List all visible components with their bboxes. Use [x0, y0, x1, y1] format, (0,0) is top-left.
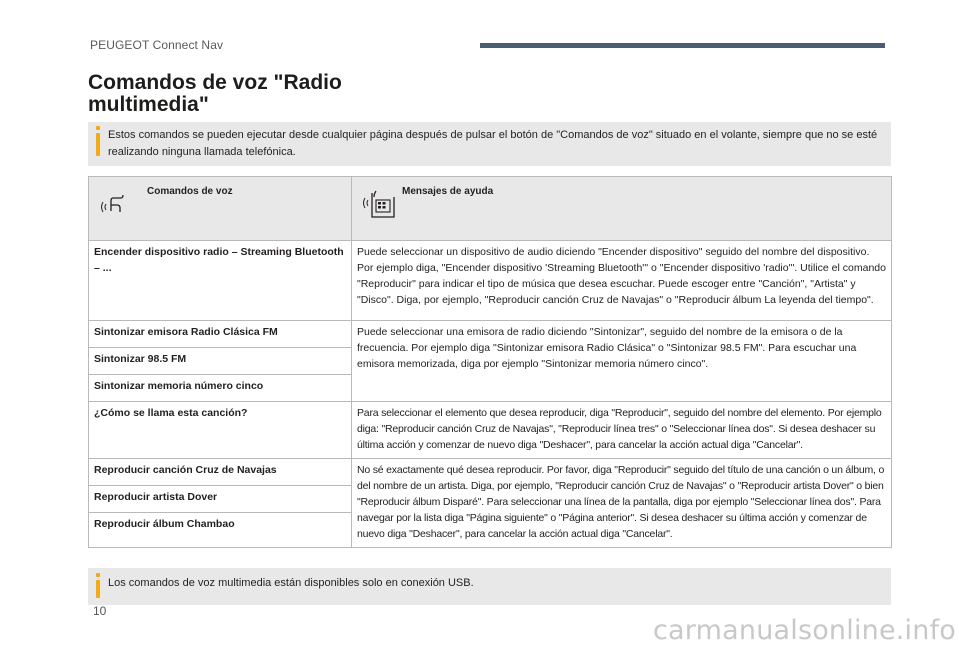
header-cell-help [352, 177, 892, 241]
command-cell: Reproducir álbum Chambao [89, 513, 352, 548]
voice-screen-icon [362, 187, 398, 221]
page-number: 10 [93, 604, 107, 618]
help-cell: No sé exactamente qué desea reproducir. Por favor, diga "Reproducir" seguido del título de una canción o un álbum, o del nombre de un artista. Diga, por ejemplo, "Reproducir canción Cruz de Navajas" o "Reproducir artista Dover" o bien "Reproducir álbum Disparé". Para seleccionar una línea de la pantalla, diga por ejemplo "Seleccionar línea dos". Para navegar por la lista diga "Página siguiente" o "Página anterior". Si desea deshacer su última acción y comenzar de nuevo diga "Deshacer", para cancelar la acción actual diga "Cancelar". [352, 459, 892, 548]
command-cell: Sintonizar memoria número cinco [89, 375, 352, 402]
table-row [89, 402, 892, 459]
table-row [89, 459, 892, 486]
help-cell: Puede seleccionar un dispositivo de audio diciendo "Encender dispositivo" seguido del nombre del dispositivo. Por ejemplo diga, "Encender dispositivo 'Streaming Bluetooth'" o "Encender dispositivo 'radio'". Utilice el comando "Reproducir" para indicar el tipo de música que desea escuchar. Puede escoger entre "Canción", "Artista" y "Disco". Diga, por ejemplo, "Reproducir canción Cruz de Navajas" o "Reproducir álbum La leyenda del tiempo". [352, 241, 892, 321]
table-row [89, 321, 892, 348]
footer-info-box [88, 568, 891, 605]
command-cell: Encender dispositivo radio – Streaming Bluetooth – ... [89, 241, 352, 321]
command-cell: Sintonizar 98.5 FM [89, 348, 352, 375]
page-title: Comandos de voz "Radio multimedia" [88, 71, 342, 116]
header-bar [480, 43, 885, 48]
command-cell: Sintonizar emisora Radio Clásica FM [89, 321, 352, 348]
manual-header-title: PEUGEOT Connect Nav [90, 38, 224, 52]
footer-note: Los comandos de voz multimedia están disponibles solo en conexión USB. [108, 577, 474, 589]
intro-info-box [88, 122, 891, 166]
watermark: carmanualsonline.info [653, 615, 956, 646]
header-cell-commands [89, 177, 352, 241]
help-cell: Para seleccionar el elemento que desea reproducir, diga "Reproducir", seguido del nombre del elemento. Por ejemplo diga: "Reproducir canción Cruz de Navajas", "Reproducir línea tres" o "Seleccionar línea dos". Si desea deshacer su última acción y comenzar de nuevo diga "Deshacer", para cancelar la acción actual diga "Cancelar". [352, 402, 892, 459]
header-commands-label: Comandos de voz [147, 186, 233, 197]
info-icon [96, 580, 100, 598]
command-cell: ¿Cómo se llama esta canción? [89, 402, 352, 459]
voice-hand-icon [99, 187, 129, 217]
intro-note: Estos comandos se pueden ejecutar desde cualquier página después de pulsar el botón de "Comandos de voz" situado en el volante, siempre que no se esté realizando ninguna llamada telefónica. [108, 129, 878, 158]
help-cell: Puede seleccionar una emisora de radio diciendo "Sintonizar", seguido del nombre de la emisora o de la frecuencia. Por ejemplo diga "Sintonizar emisora Radio Clásica" o "Sintonizar 98.5 FM". Para escuchar una emisora memorizada, diga por ejemplo "Sintonizar memoria número cinco". [352, 321, 892, 402]
info-icon [96, 133, 100, 156]
voice-commands-table [88, 176, 892, 548]
command-cell: Reproducir canción Cruz de Navajas [89, 459, 352, 486]
table-header-row [89, 177, 892, 241]
table-row [89, 241, 892, 321]
header-help-label: Mensajes de ayuda [402, 186, 494, 197]
command-cell: Reproducir artista Dover [89, 486, 352, 513]
